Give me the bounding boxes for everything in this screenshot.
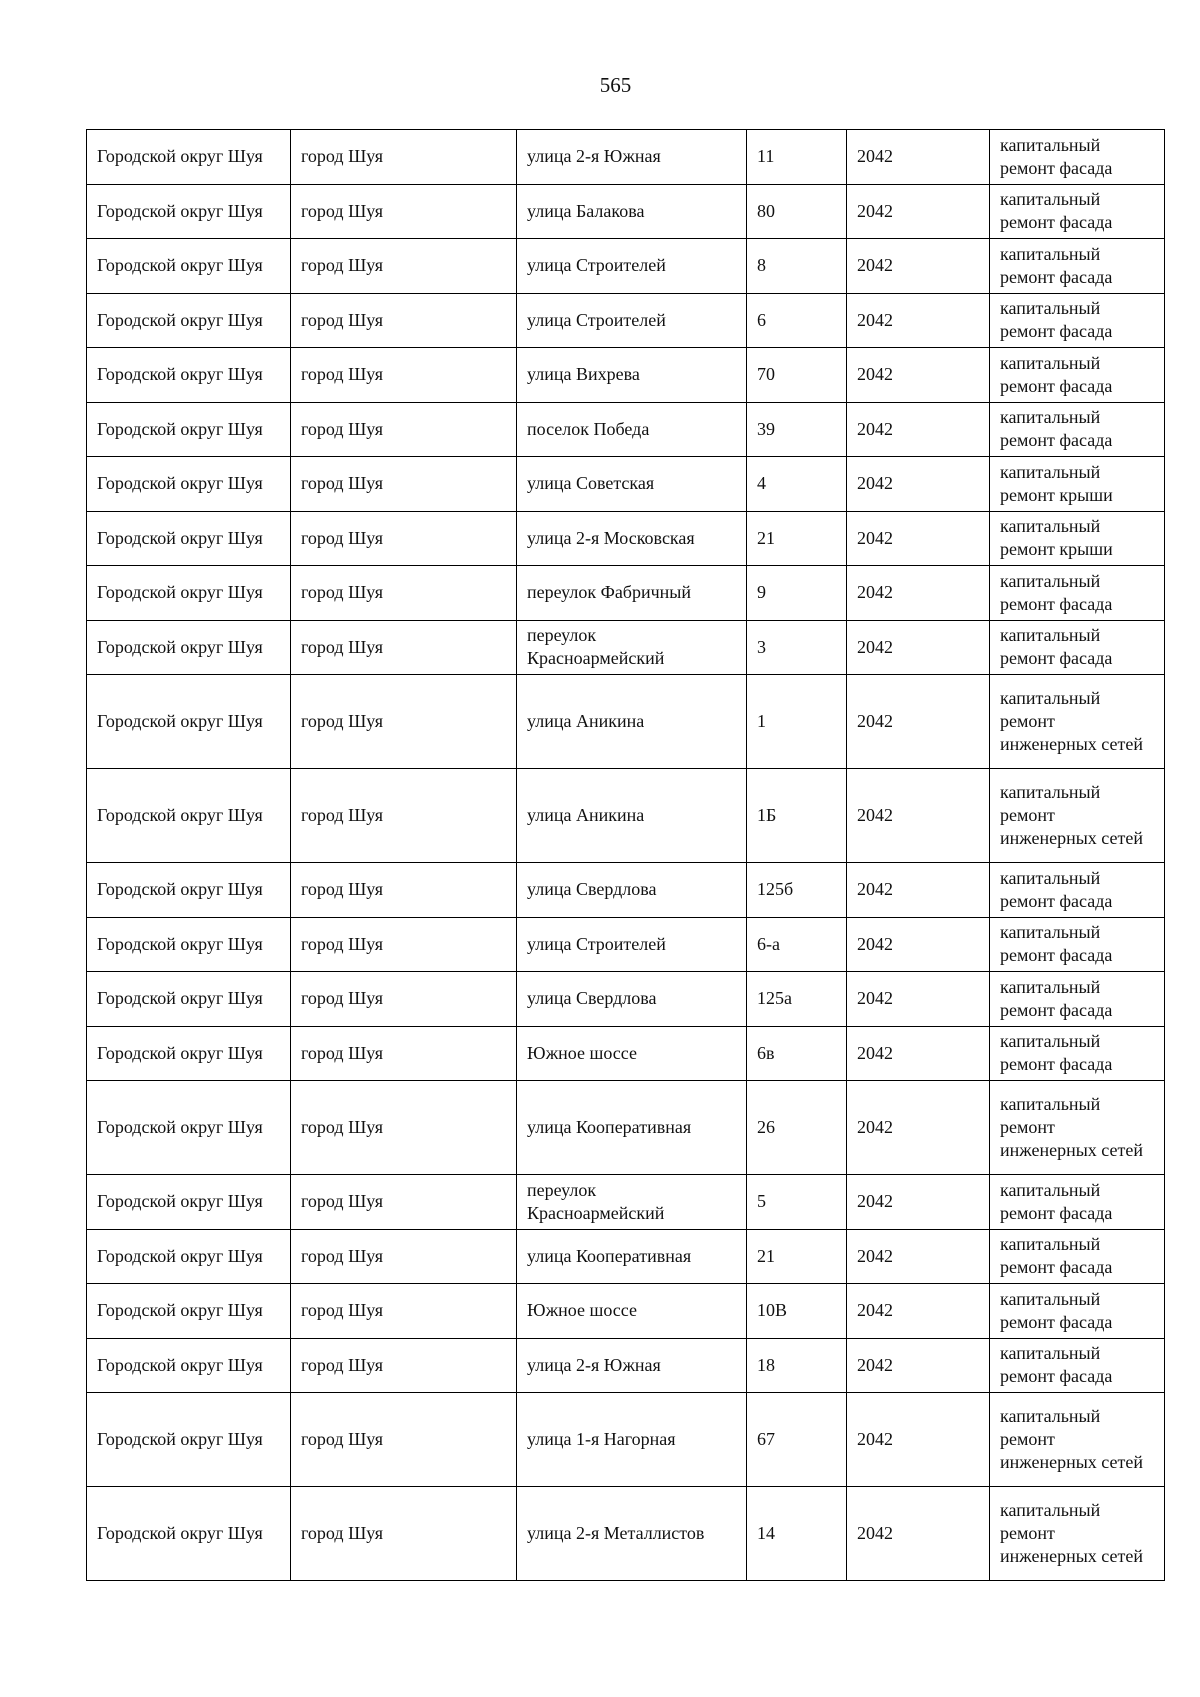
district-cell: Городской округ Шуя <box>87 675 291 769</box>
work-type-cell: капитальный ремонт крыши <box>990 511 1165 566</box>
house-number-cell: 70 <box>747 348 847 403</box>
work-type-cell: капитальный ремонт крыши <box>990 457 1165 512</box>
locality-cell: город Шуя <box>291 863 517 918</box>
work-type-cell: капитальный ремонт фасада <box>990 184 1165 239</box>
street-cell: улица 2-я Металлистов <box>517 1487 747 1581</box>
street-cell: Южное шоссе <box>517 1284 747 1339</box>
year-cell: 2042 <box>847 1229 990 1284</box>
street-cell: переулок Красноармейский <box>517 1175 747 1230</box>
district-cell: Городской округ Шуя <box>87 1229 291 1284</box>
year-cell: 2042 <box>847 348 990 403</box>
district-cell: Городской округ Шуя <box>87 1026 291 1081</box>
table-row <box>87 457 1165 512</box>
work-type-cell: капитальный ремонт фасада <box>990 402 1165 457</box>
locality-cell: город Шуя <box>291 239 517 294</box>
year-cell: 2042 <box>847 620 990 675</box>
house-number-cell: 6-а <box>747 917 847 972</box>
district-cell: Городской округ Шуя <box>87 402 291 457</box>
locality-cell: город Шуя <box>291 1175 517 1230</box>
table-row <box>87 1026 1165 1081</box>
work-type-cell: капитальный ремонт фасада <box>990 130 1165 185</box>
table-row <box>87 566 1165 621</box>
house-number-cell: 125а <box>747 972 847 1027</box>
year-cell: 2042 <box>847 972 990 1027</box>
year-cell: 2042 <box>847 1338 990 1393</box>
street-cell: улица Строителей <box>517 293 747 348</box>
table-row <box>87 1338 1165 1393</box>
district-cell: Городской округ Шуя <box>87 1284 291 1339</box>
table-row <box>87 675 1165 769</box>
house-number-cell: 21 <box>747 511 847 566</box>
work-type-cell: капитальный ремонт фасада <box>990 1284 1165 1339</box>
district-cell: Городской округ Шуя <box>87 1081 291 1175</box>
year-cell: 2042 <box>847 917 990 972</box>
work-type-cell: капитальный ремонт фасада <box>990 917 1165 972</box>
district-cell: Городской округ Шуя <box>87 917 291 972</box>
street-cell: улица 2-я Южная <box>517 1338 747 1393</box>
district-cell: Городской округ Шуя <box>87 620 291 675</box>
year-cell: 2042 <box>847 1487 990 1581</box>
work-type-cell: капитальный ремонт инженерных сетей <box>990 1487 1165 1581</box>
locality-cell: город Шуя <box>291 184 517 239</box>
district-cell: Городской округ Шуя <box>87 1338 291 1393</box>
table-row <box>87 1175 1165 1230</box>
locality-cell: город Шуя <box>291 511 517 566</box>
table-row <box>87 620 1165 675</box>
year-cell: 2042 <box>847 1081 990 1175</box>
street-cell: улица Балакова <box>517 184 747 239</box>
work-type-cell: капитальный ремонт фасада <box>990 348 1165 403</box>
work-type-cell: капитальный ремонт фасада <box>990 566 1165 621</box>
street-cell: улица Свердлова <box>517 863 747 918</box>
house-number-cell: 3 <box>747 620 847 675</box>
work-type-cell: капитальный ремонт инженерных сетей <box>990 769 1165 863</box>
table-row <box>87 239 1165 294</box>
page-number: 565 <box>599 73 632 97</box>
locality-cell: город Шуя <box>291 972 517 1027</box>
table-row <box>87 511 1165 566</box>
district-cell: Городской округ Шуя <box>87 184 291 239</box>
year-cell: 2042 <box>847 1284 990 1339</box>
house-number-cell: 1 <box>747 675 847 769</box>
work-type-cell: капитальный ремонт фасада <box>990 239 1165 294</box>
table-row <box>87 863 1165 918</box>
house-number-cell: 125б <box>747 863 847 918</box>
work-type-cell: капитальный ремонт фасада <box>990 1175 1165 1230</box>
district-cell: Городской округ Шуя <box>87 348 291 403</box>
locality-cell: город Шуя <box>291 1284 517 1339</box>
district-cell: Городской округ Шуя <box>87 863 291 918</box>
street-cell: улица Свердлова <box>517 972 747 1027</box>
locality-cell: город Шуя <box>291 457 517 512</box>
year-cell: 2042 <box>847 1026 990 1081</box>
table-row <box>87 1487 1165 1581</box>
work-type-cell: капитальный ремонт инженерных сетей <box>990 1081 1165 1175</box>
district-cell: Городской округ Шуя <box>87 566 291 621</box>
table-row <box>87 1393 1165 1487</box>
year-cell: 2042 <box>847 1175 990 1230</box>
table-row <box>87 348 1165 403</box>
year-cell: 2042 <box>847 863 990 918</box>
street-cell: улица Кооперативная <box>517 1229 747 1284</box>
work-type-cell: капитальный ремонт фасада <box>990 620 1165 675</box>
work-type-cell: капитальный ремонт фасада <box>990 972 1165 1027</box>
work-type-cell: капитальный ремонт фасада <box>990 1338 1165 1393</box>
table-row <box>87 402 1165 457</box>
locality-cell: город Шуя <box>291 1487 517 1581</box>
house-number-cell: 1Б <box>747 769 847 863</box>
locality-cell: город Шуя <box>291 348 517 403</box>
district-cell: Городской округ Шуя <box>87 972 291 1027</box>
street-cell: улица 2-я Московская <box>517 511 747 566</box>
district-cell: Городской округ Шуя <box>87 1487 291 1581</box>
street-cell: улица Советская <box>517 457 747 512</box>
year-cell: 2042 <box>847 457 990 512</box>
street-cell: поселок Победа <box>517 402 747 457</box>
street-cell: Южное шоссе <box>517 1026 747 1081</box>
house-number-cell: 8 <box>747 239 847 294</box>
house-number-cell: 14 <box>747 1487 847 1581</box>
year-cell: 2042 <box>847 566 990 621</box>
repair-schedule-table <box>86 129 1165 1581</box>
year-cell: 2042 <box>847 239 990 294</box>
street-cell: улица 2-я Южная <box>517 130 747 185</box>
year-cell: 2042 <box>847 511 990 566</box>
locality-cell: город Шуя <box>291 566 517 621</box>
locality-cell: город Шуя <box>291 917 517 972</box>
street-cell: переулок Красноармейский <box>517 620 747 675</box>
table-row <box>87 1284 1165 1339</box>
house-number-cell: 6 <box>747 293 847 348</box>
house-number-cell: 5 <box>747 1175 847 1230</box>
house-number-cell: 9 <box>747 566 847 621</box>
locality-cell: город Шуя <box>291 675 517 769</box>
district-cell: Городской округ Шуя <box>87 130 291 185</box>
street-cell: улица Строителей <box>517 239 747 294</box>
district-cell: Городской округ Шуя <box>87 457 291 512</box>
table-row <box>87 972 1165 1027</box>
year-cell: 2042 <box>847 184 990 239</box>
table-row <box>87 769 1165 863</box>
street-cell: улица Вихрева <box>517 348 747 403</box>
locality-cell: город Шуя <box>291 1229 517 1284</box>
table-row <box>87 1229 1165 1284</box>
table-row <box>87 130 1165 185</box>
district-cell: Городской округ Шуя <box>87 769 291 863</box>
street-cell: улица Строителей <box>517 917 747 972</box>
district-cell: Городской округ Шуя <box>87 239 291 294</box>
locality-cell: город Шуя <box>291 1026 517 1081</box>
house-number-cell: 11 <box>747 130 847 185</box>
street-cell: улица Аникина <box>517 769 747 863</box>
house-number-cell: 18 <box>747 1338 847 1393</box>
house-number-cell: 80 <box>747 184 847 239</box>
work-type-cell: капитальный ремонт инженерных сетей <box>990 1393 1165 1487</box>
table-row <box>87 184 1165 239</box>
work-type-cell: капитальный ремонт инженерных сетей <box>990 675 1165 769</box>
table-row <box>87 1081 1165 1175</box>
locality-cell: город Шуя <box>291 1338 517 1393</box>
street-cell: улица Аникина <box>517 675 747 769</box>
work-type-cell: капитальный ремонт фасада <box>990 293 1165 348</box>
locality-cell: город Шуя <box>291 293 517 348</box>
district-cell: Городской округ Шуя <box>87 1175 291 1230</box>
year-cell: 2042 <box>847 675 990 769</box>
year-cell: 2042 <box>847 402 990 457</box>
table-row <box>87 917 1165 972</box>
year-cell: 2042 <box>847 130 990 185</box>
district-cell: Городской округ Шуя <box>87 511 291 566</box>
street-cell: улица 1-я Нагорная <box>517 1393 747 1487</box>
year-cell: 2042 <box>847 293 990 348</box>
year-cell: 2042 <box>847 1393 990 1487</box>
street-cell: переулок Фабричный <box>517 566 747 621</box>
year-cell: 2042 <box>847 769 990 863</box>
locality-cell: город Шуя <box>291 620 517 675</box>
locality-cell: город Шуя <box>291 402 517 457</box>
house-number-cell: 39 <box>747 402 847 457</box>
house-number-cell: 67 <box>747 1393 847 1487</box>
house-number-cell: 21 <box>747 1229 847 1284</box>
locality-cell: город Шуя <box>291 1081 517 1175</box>
work-type-cell: капитальный ремонт фасада <box>990 1026 1165 1081</box>
house-number-cell: 4 <box>747 457 847 512</box>
district-cell: Городской округ Шуя <box>87 293 291 348</box>
street-cell: улица Кооперативная <box>517 1081 747 1175</box>
locality-cell: город Шуя <box>291 769 517 863</box>
locality-cell: город Шуя <box>291 1393 517 1487</box>
house-number-cell: 6в <box>747 1026 847 1081</box>
table-body <box>87 130 1165 1581</box>
table-row <box>87 293 1165 348</box>
work-type-cell: капитальный ремонт фасада <box>990 1229 1165 1284</box>
locality-cell: город Шуя <box>291 130 517 185</box>
house-number-cell: 26 <box>747 1081 847 1175</box>
district-cell: Городской округ Шуя <box>87 1393 291 1487</box>
work-type-cell: капитальный ремонт фасада <box>990 863 1165 918</box>
house-number-cell: 10В <box>747 1284 847 1339</box>
